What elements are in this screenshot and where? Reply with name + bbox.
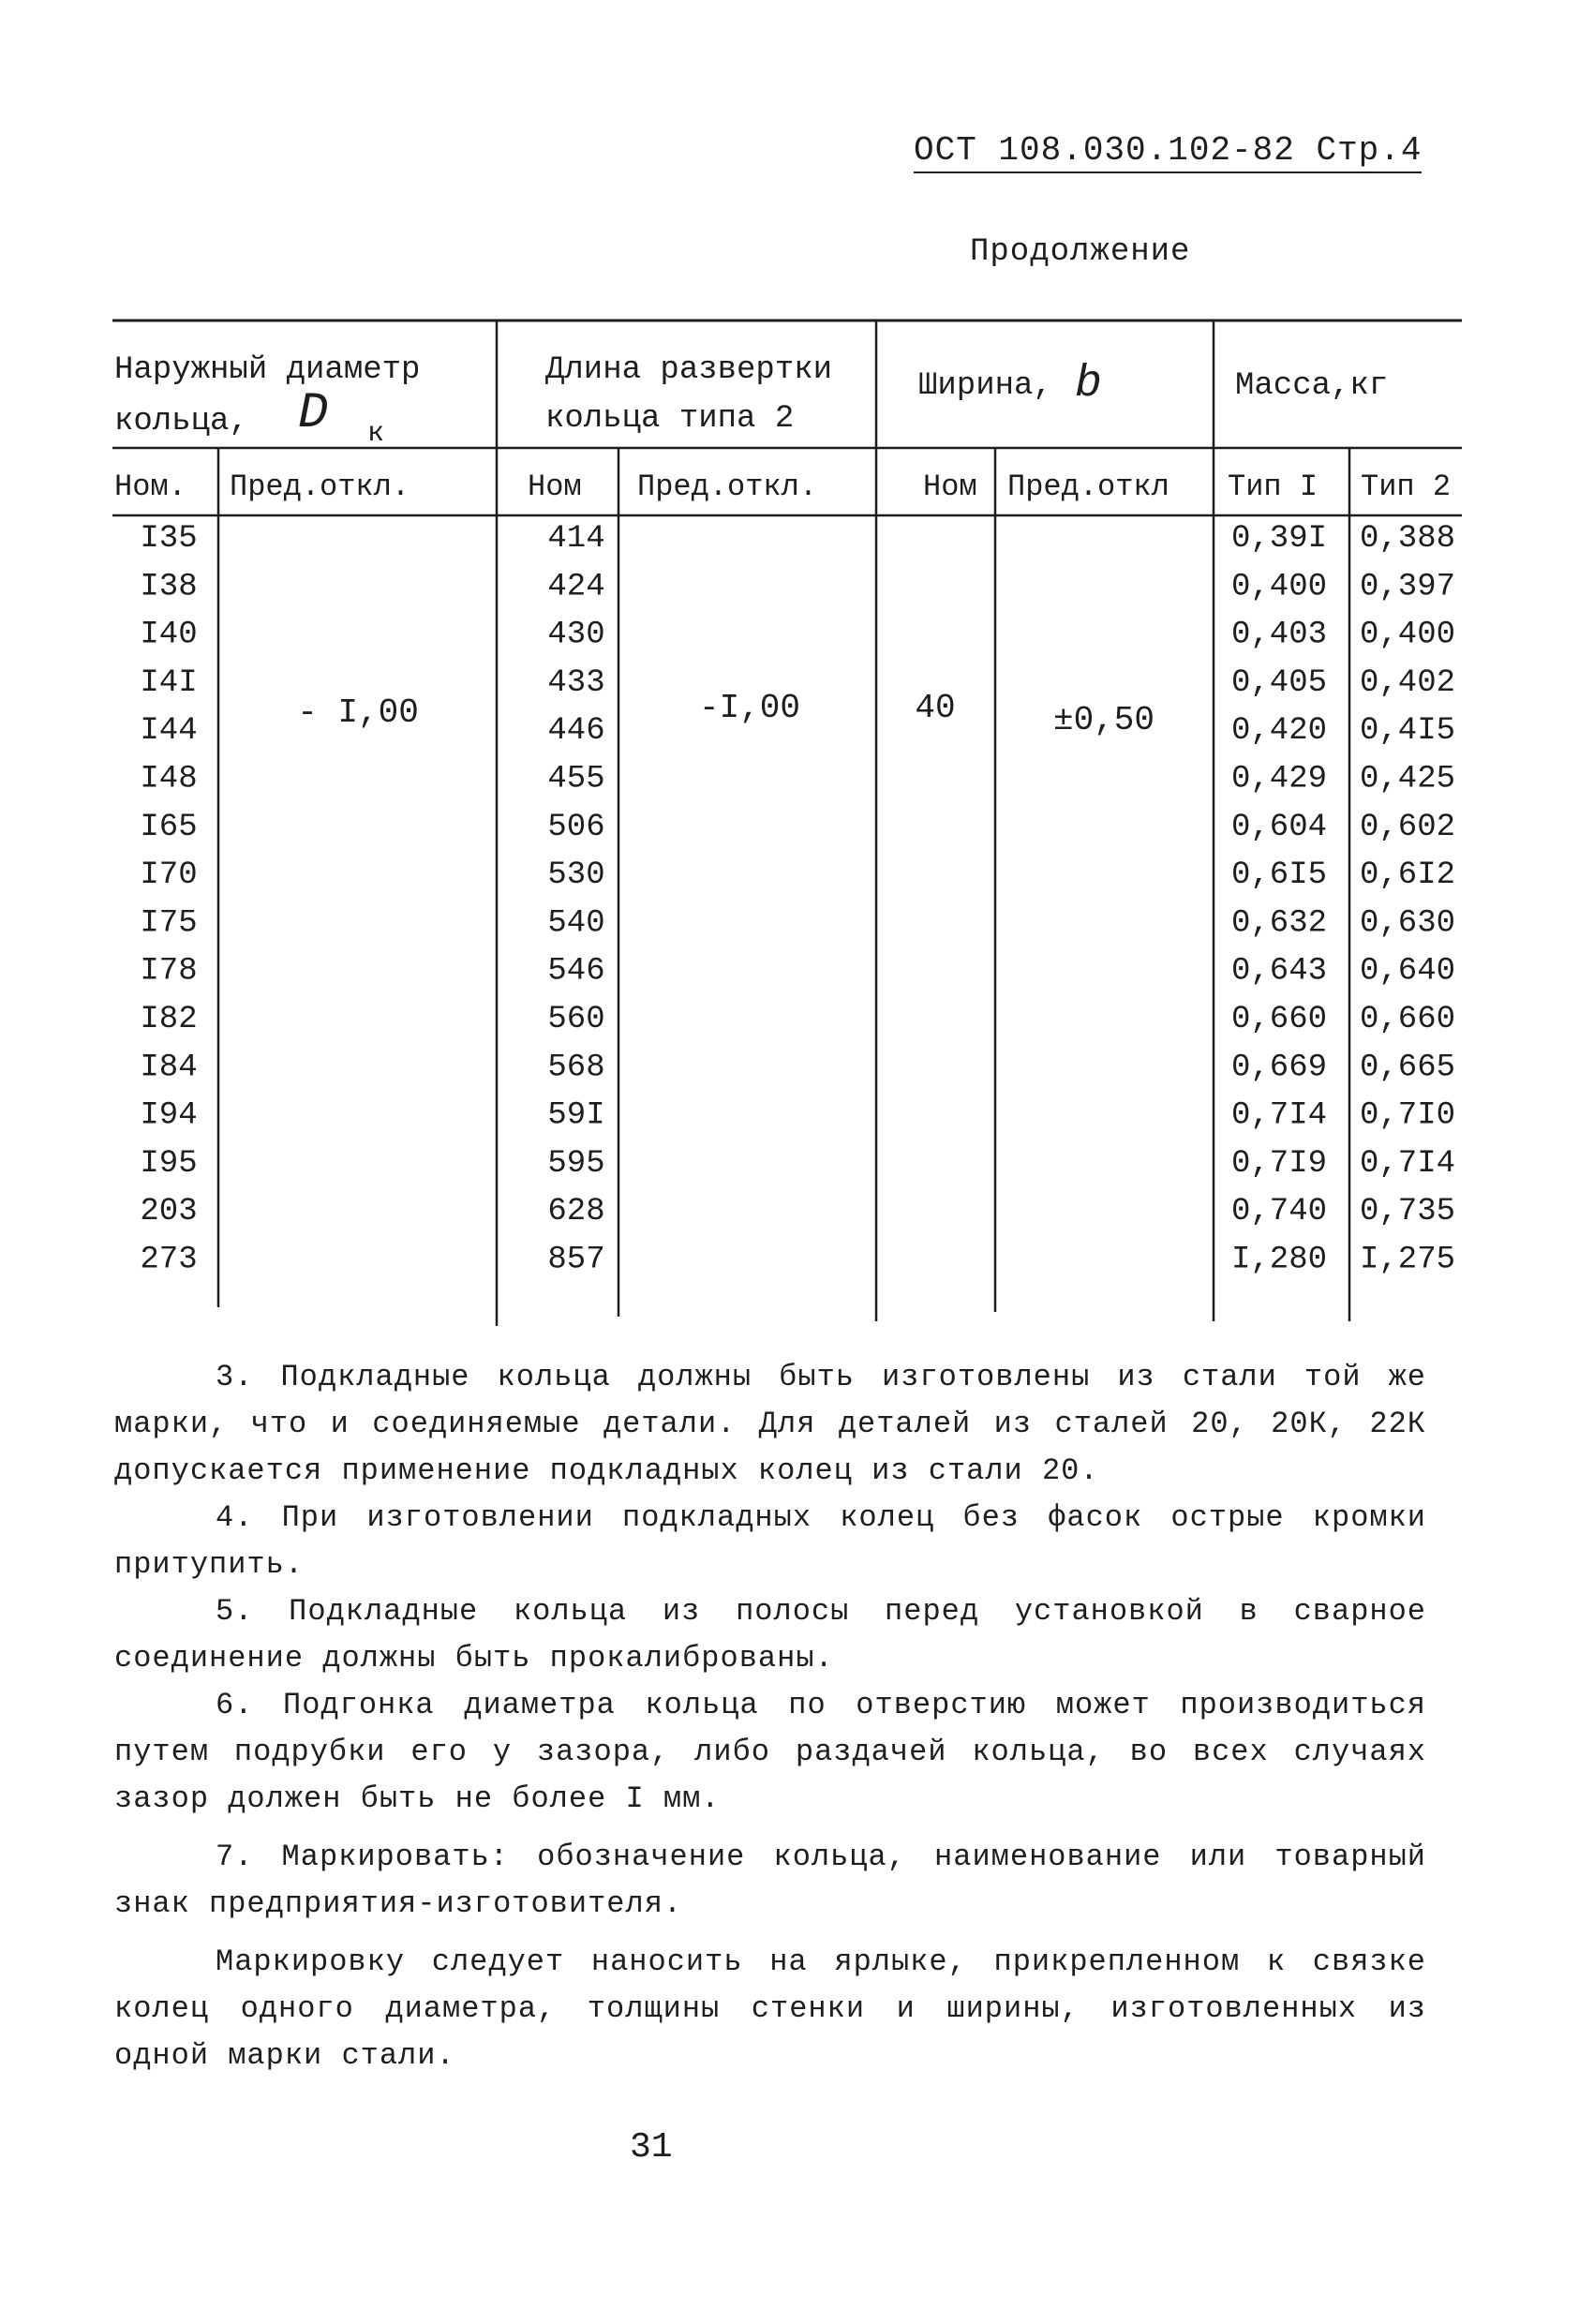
mass-type1-value: 0,400 [1230, 569, 1328, 605]
diameter-value: I94 [140, 1097, 198, 1134]
mass-type1-value: 0,403 [1230, 617, 1328, 653]
width-deviation: ±0,50 [1052, 701, 1155, 739]
length-nominal-header: Ном [528, 469, 582, 504]
length-deviation: -I,00 [698, 689, 801, 727]
diameter-value: I78 [140, 953, 198, 990]
mass-type2-value: 0,640 [1359, 953, 1456, 990]
sweep-length-value: 455 [547, 761, 605, 797]
sweep-length-value: 595 [547, 1145, 605, 1182]
mass-type1-value: 0,39I [1230, 521, 1328, 557]
width-nominal-header: Ном [923, 469, 977, 504]
paragraph-3: 3. Подкладные кольца должны быть изготовлены из стали той же марки, что и соединяемые детали. Для деталей из сталей 20, 20К, 22К допускается применение подкладных колец из стали 20. [114, 1360, 1426, 1488]
diameter-symbol: D [298, 385, 329, 442]
width-deviation-header: Пред.откл [1007, 469, 1169, 504]
diameter-value: I44 [140, 713, 198, 750]
mass-type1-value: 0,7I4 [1230, 1097, 1328, 1134]
width-header: Ширина, [918, 368, 1052, 404]
mass-type1-value: 0,604 [1230, 809, 1328, 845]
sweep-length-value: 430 [547, 617, 605, 653]
diameter-value: I70 [140, 857, 198, 894]
sweep-length-value: 560 [547, 1002, 605, 1037]
mass-type2-value: 0,6I2 [1359, 857, 1456, 894]
sweep-length-value: 857 [547, 1242, 605, 1278]
mass-type2-value: 0,388 [1359, 521, 1456, 557]
mass-type1-value: 0,7I9 [1230, 1145, 1328, 1182]
mass-type2-value: I,275 [1359, 1242, 1456, 1278]
diameter-value: I84 [140, 1050, 198, 1086]
sweep-length-value: 424 [547, 569, 605, 605]
mass-type2-value: 0,602 [1359, 809, 1456, 845]
mass-type1-value: 0,669 [1230, 1050, 1328, 1086]
diameter-value: 273 [140, 1242, 198, 1278]
continuation-label: Продолжение [970, 234, 1191, 270]
paragraph-7: 7. Маркировать: обозначение кольца, наименование или товарный знак предприятия-изготовителя. [114, 1840, 1426, 1921]
diameter-value: I95 [140, 1145, 198, 1182]
sweep-length-value: 414 [547, 521, 605, 557]
mass-type2-value: 0,4I5 [1359, 713, 1456, 750]
mass-type1-value: 0,740 [1230, 1194, 1328, 1230]
mass-type1-header: Тип I [1228, 469, 1318, 504]
sweep-length-value: 540 [547, 905, 605, 942]
diameter-value: 203 [140, 1194, 198, 1230]
mass-type1-value: 0,405 [1230, 664, 1328, 701]
mass-type2-value: 0,660 [1359, 1002, 1456, 1037]
sweep-length-value: 568 [547, 1050, 605, 1086]
mass-type2-value: 0,7I4 [1359, 1145, 1456, 1182]
mass-type2-value: 0,425 [1359, 761, 1456, 797]
mass-type2-value: 0,397 [1359, 569, 1456, 605]
diameter-value: I75 [140, 905, 198, 942]
diameter-value: I48 [140, 761, 198, 797]
diameter-deviation-header: Пред.откл. [230, 469, 410, 504]
mass-type1-value: 0,632 [1230, 905, 1328, 942]
diameter-nominal-header: Ном. [114, 469, 186, 504]
outer-diameter-header: кольца, [114, 404, 248, 439]
mass-type1-value: 0,420 [1230, 713, 1328, 750]
width-symbol: b [1075, 359, 1102, 410]
page-number: 31 [630, 2127, 673, 2168]
length-deviation-header: Пред.откл. [637, 469, 818, 504]
mass-type1-value: 0,660 [1230, 1002, 1328, 1037]
mass-type2-value: 0,400 [1359, 617, 1456, 653]
mass-type1-value: I,280 [1230, 1242, 1328, 1278]
mass-type1-value: 0,6I5 [1230, 857, 1328, 894]
diameter-value: I65 [140, 809, 198, 845]
sweep-length-value: 433 [547, 664, 605, 701]
mass-header: Масса,кг [1235, 368, 1389, 404]
mass-type2-value: 0,402 [1359, 664, 1456, 701]
mass-type1-value: 0,429 [1230, 761, 1328, 797]
sweep-length-value: 446 [547, 713, 605, 750]
marking-paragraph: Маркировку следует наносить на ярлыке, прикрепленном к связке колец одного диаметра, толщины стенки и ширины, изготовленных из одной марки стали. [114, 1944, 1426, 2073]
diameter-value: I38 [140, 569, 198, 605]
diameter-subscript: к [367, 418, 385, 450]
mass-type2-value: 0,7I0 [1359, 1097, 1456, 1134]
sweep-length-value: 59I [547, 1097, 605, 1134]
paragraph-5: 5. Подкладные кольца из полосы перед установкой в сварное соединение должны быть прокалиброваны. [114, 1594, 1426, 1676]
body-text [114, 1354, 1426, 2079]
mass-type2-value: 0,665 [1359, 1050, 1456, 1086]
diameter-value: I4I [140, 664, 198, 701]
sweep-length-value: 546 [547, 953, 605, 990]
mass-type2-value: 0,735 [1359, 1194, 1456, 1230]
mass-type2-value: 0,630 [1359, 905, 1456, 942]
mass-type2-header: Тип 2 [1361, 469, 1452, 504]
sweep-length-header: кольца типа 2 [545, 401, 795, 437]
diameter-value: I82 [140, 1002, 198, 1037]
document-code: ОСТ 108.030.102-82 Стр.4 [914, 131, 1422, 173]
sweep-length-value: 530 [547, 857, 605, 894]
diameter-value: I40 [140, 617, 198, 653]
sweep-length-header: Длина развертки [545, 352, 833, 388]
sweep-length-value: 628 [547, 1194, 605, 1230]
mass-type1-value: 0,643 [1230, 953, 1328, 990]
sweep-length-value: 506 [547, 809, 605, 845]
outer-diameter-header: Наружный диаметр [114, 352, 421, 388]
paragraph-6: 6. Подгонка диаметра кольца по отверстию может производиться путем подрубки его у зазора, либо раздачей кольца, во всех случаях зазор должен быть не более I мм. [114, 1688, 1426, 1816]
diameter-deviation: - I,00 [297, 693, 419, 732]
paragraph-4: 4. При изготовлении подкладных колец без фасок острые кромки притупить. [114, 1500, 1426, 1582]
width-nominal: 40 [915, 689, 956, 727]
diameter-value: I35 [140, 521, 198, 557]
